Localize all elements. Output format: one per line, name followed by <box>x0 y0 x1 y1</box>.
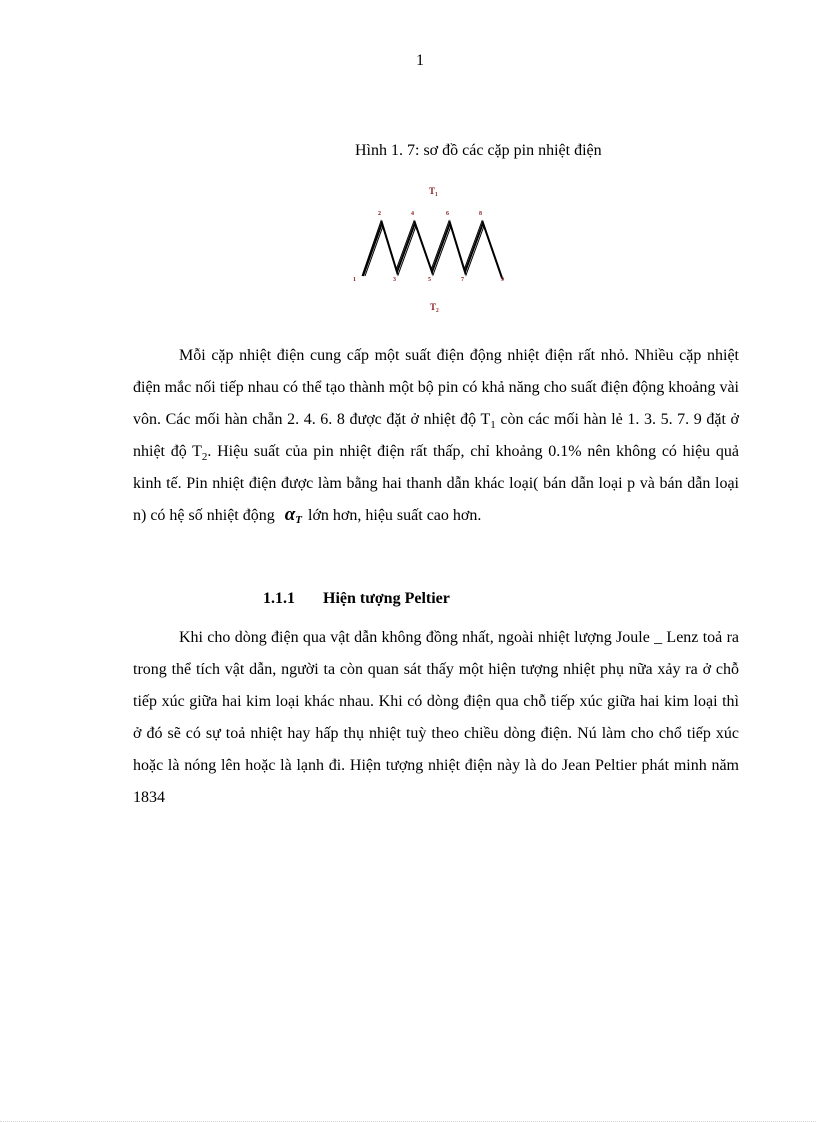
junction-label-3: 3 <box>393 277 396 283</box>
thermocouple-diagram-svg <box>345 180 515 315</box>
junction-label-8: 8 <box>479 211 482 217</box>
zigzag-line-thick <box>363 223 502 278</box>
figure-caption: Hình 1. 7: sơ đồ các cặp pin nhiệt điện <box>355 142 602 159</box>
alpha-t-symbol <box>284 504 302 526</box>
paragraph-1-text-a: Mỗi cặp nhiệt điện cung cấp một suất điện động nhiệt điện rất nhỏ. Nhiều cặp nhiệt điện mắc nối tiếp nhau có thể tạo thành một bộ pin có khả năng cho suất điện động khoảng vài vôn. Các mối hàn chẵn 2. 4. 6. 8 được đặt ở nhiệt độ T <box>133 347 739 428</box>
junction-label-6: 6 <box>446 211 449 217</box>
thermocouple-diagram <box>345 180 515 315</box>
thermocouple-zigzag <box>362 221 503 280</box>
junction-label-2: 2 <box>378 211 381 217</box>
paragraph-1-text-b: còn các mối hàn lẻ 1. 3. 5. 7. 9 đặt ở nhiệt độ T <box>133 411 740 460</box>
alpha-symbol-letter: α <box>284 504 296 525</box>
paragraph-1-text-d: lớn hơn, hiệu suất cao hơn. <box>308 507 482 524</box>
paragraph-thermocouple-series <box>133 340 739 532</box>
label-t2: T₂ <box>430 302 439 312</box>
label-t1: T₁ <box>429 186 438 196</box>
subscript-2: 2 <box>201 451 208 463</box>
section-heading <box>263 590 450 608</box>
alpha-symbol-subscript: T <box>295 514 302 526</box>
junction-label-9: 9 <box>501 277 504 283</box>
page-number: 1 <box>416 52 424 69</box>
paragraph-2-text: Khi cho dòng điện qua vật dẫn không đồng nhất, ngoài nhiệt lượng Joule _ Lenz toả ra trong thể tích vật dẫn, người ta còn quan sát thấy một hiện tượng nhiệt phụ nữa xảy ra ở chỗ tiếp xúc giữa hai kim loại khác nhau. Khi có dòng điện qua chỗ tiếp xúc giữa hai kim loại thì ở đó sẽ có sự toả nhiệt hay hấp thụ nhiệt tuỳ theo chiều dòng điện. Nú làm cho chổ tiếp xúc hoặc là nóng lên hoặc là lạnh đi. Hiện tượng nhiệt điện này là do Jean Peltier phát minh năm 1834 <box>133 629 739 806</box>
subscript-1: 1 <box>490 419 496 431</box>
paragraph-1-text-c: . Hiệu suất của pin nhiệt điện rất thấp, chỉ khoảng 0.1% nên không có hiệu quả kinh tế. Pin nhiệt điện được làm bằng hai thanh dẫn khác loại( bán dẫn loại p và bán dẫn loại n) có hệ số nhiệt động <box>133 443 739 524</box>
junction-label-1: 1 <box>353 277 356 283</box>
junction-label-7: 7 <box>461 277 464 283</box>
paragraph-peltier <box>133 622 739 814</box>
junction-label-4: 4 <box>411 211 414 217</box>
junction-label-5: 5 <box>428 277 431 283</box>
section-title: Hiện tượng Peltier <box>323 590 450 607</box>
section-number: 1.1.1 <box>263 590 295 607</box>
page-bottom-rule <box>0 1121 816 1122</box>
